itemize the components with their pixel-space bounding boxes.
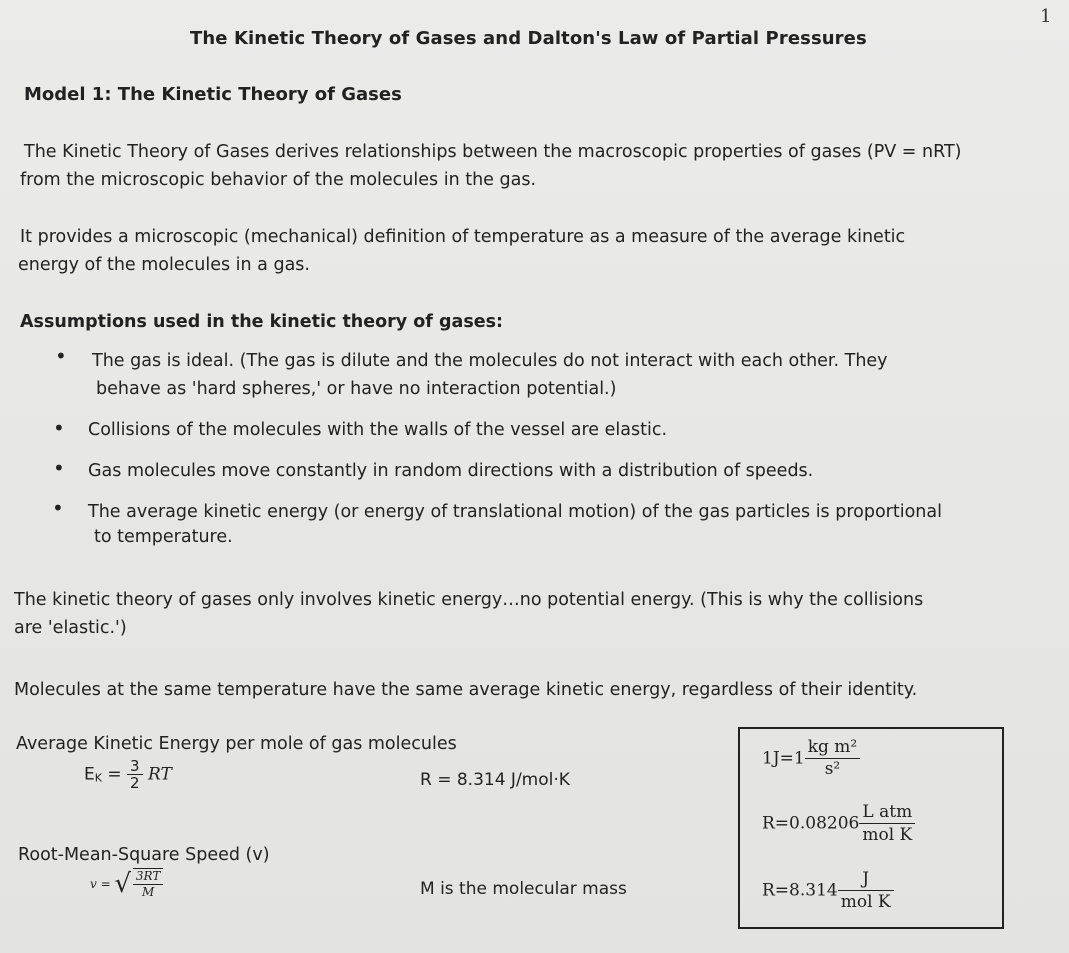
- rms-fraction: [133, 868, 163, 900]
- ke-rhs: RT: [147, 764, 172, 785]
- para2-line1: It provides a microscopic (mechanical) definition of temperature as a measure of the average kinetic: [20, 227, 906, 247]
- para1-line2: from the microscopic behavior of the molecules in the gas.: [20, 170, 537, 190]
- para4: Molecules at the same temperature have the same average kinetic energy, regardless of their identity.: [14, 680, 918, 700]
- joule-fraction: [805, 737, 861, 780]
- joule-den: s²: [824, 759, 841, 779]
- bullet-4-line1: The average kinetic energy (or energy of translational motion) of the gas particles is proportional: [88, 502, 942, 522]
- r-latm-definition: [762, 801, 915, 846]
- joule-num: kg m²: [805, 737, 861, 759]
- bullet-marker: •: [52, 496, 64, 520]
- joule-definition: [762, 737, 860, 780]
- assumptions-heading: Assumptions used in the kinetic theory of gases:: [20, 312, 504, 332]
- bullet-marker: •: [55, 344, 67, 368]
- document-title: The Kinetic Theory of Gases and Dalton's Law of Partial Pressures: [190, 28, 867, 49]
- ke-fraction: [127, 758, 143, 791]
- para2-line2: energy of the molecules in a gas.: [18, 255, 310, 275]
- rms-num: 3RT: [133, 869, 163, 885]
- ke-num: 3: [127, 758, 143, 775]
- rms-heading: Root-Mean-Square Speed (v): [18, 845, 270, 865]
- r1-fraction: [859, 801, 915, 846]
- ke-lhs: E: [84, 764, 95, 785]
- bullet-1-line2: behave as 'hard spheres,' or have no interaction potential.): [96, 379, 617, 399]
- r1-num: L atm: [859, 801, 915, 824]
- rms-note: M is the molecular mass: [420, 879, 627, 899]
- bullet-marker: •: [53, 416, 65, 440]
- bullet-marker: •: [53, 456, 65, 480]
- r-value-text: R = 8.314 J/mol·K: [420, 770, 570, 790]
- joule-lhs: 1J=1: [762, 748, 805, 769]
- ke-lhs-sub: K: [94, 771, 102, 785]
- rms-den: M: [141, 885, 155, 899]
- r2-fraction: [838, 868, 894, 913]
- r-joule-definition: [762, 868, 894, 913]
- para3-line2: are 'elastic.'): [14, 618, 127, 638]
- r1-lhs: R=0.08206: [762, 813, 860, 834]
- page-number: 1: [1040, 6, 1052, 27]
- r1-den: mol K: [862, 825, 913, 845]
- ke-heading: Average Kinetic Energy per mole of gas molecules: [16, 734, 457, 754]
- bullet-3-line1: Gas molecules move constantly in random directions with a distribution of speeds.: [88, 461, 814, 481]
- r2-lhs: R=8.314: [762, 880, 838, 901]
- rms-lhs: v =: [90, 877, 111, 891]
- para1-line1: The Kinetic Theory of Gases derives relationships between the macroscopic properties of gases (PV = nRT): [24, 142, 962, 162]
- ke-eq: =: [107, 764, 122, 785]
- r2-den: mol K: [840, 892, 891, 912]
- para3-line1: The kinetic theory of gases only involves kinetic energy…no potential energy. (This is why the collisions: [14, 590, 924, 610]
- r2-num: J: [838, 868, 894, 891]
- sqrt-icon: √: [114, 869, 132, 899]
- ke-den: 2: [130, 774, 140, 792]
- bullet-1-line1: The gas is ideal. (The gas is dilute and the molecules do not interact with each other. They: [92, 351, 888, 371]
- constants-box: [738, 727, 1004, 929]
- bullet-4-line2: to temperature.: [94, 527, 233, 547]
- bullet-2-line1: Collisions of the molecules with the walls of the vessel are elastic.: [88, 420, 668, 440]
- rms-formula: [90, 868, 163, 900]
- ke-formula: [84, 758, 172, 791]
- model-heading: Model 1: The Kinetic Theory of Gases: [24, 84, 402, 105]
